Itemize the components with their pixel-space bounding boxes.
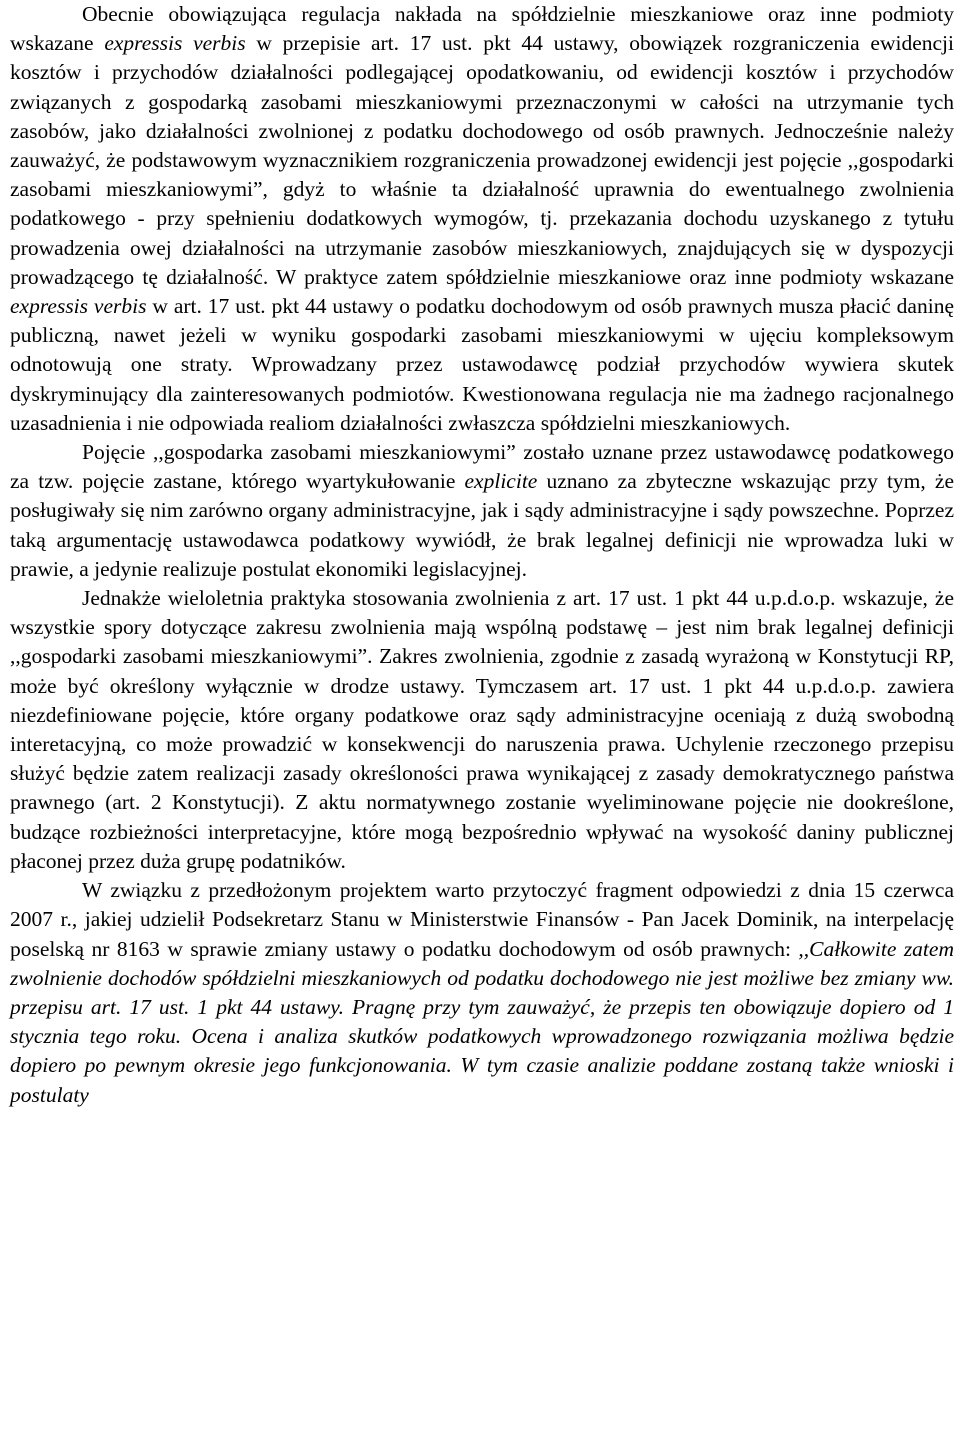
document-body [10, 0, 954, 1110]
paragraph [10, 876, 954, 1110]
paragraph [10, 0, 954, 438]
text-run: w art. 17 ust. pkt 44 ustawy o podatku dochodowym od osób prawnych musza płacić daninę publiczną, nawet jeżeli w wyniku gospodarki zasobami mieszkaniowymi w ujęciu kompleksowym odnotowują one straty. Wprowadzany przez ustawodawcę podział przychodów wywiera skutek dyskryminujący dla zainteresowanych podmiotów. Kwestionowana regulacja nie ma żadnego racjonalnego uzasadnienia i nie odpowiada realiom działalności zwłaszcza spółdzielni mieszkaniowych. [10, 294, 954, 435]
text-run: Pojęcie ,,gospodarka zasobami mieszkaniowymi” zostało uznane przez ustawodawcę podatkowego za tzw. pojęcie zastane, którego wyartykułowanie [10, 440, 954, 494]
italic-text-run: expressis verbis [10, 294, 147, 319]
paragraph [10, 438, 954, 584]
text-run: w przepisie art. 17 ust. pkt 44 ustawy, obowiązek rozgraniczenia ewidencji kosztów i przychodów działalności podlegającej opodatkowaniu, od ewidencji kosztów i przychodów związanych z gospodarką zasobami mieszkaniowymi przeznaczonymi w całości na utrzymanie tych zasobów, jako działalności zwolnionej z podatku dochodowego od osób prawnych. Jednocześnie należy zauważyć, że podstawowym wyznacznikiem rozgraniczenia prowadzonej ewidencji jest pojęcie ,,gospodarki zasobami mieszkaniowymi”, gdyż to właśnie ta działalność uprawnia do ewentualnego zwolnienia podatkowego - przy spełnieniu dodatkowych wymogów, tj. przekazania dochodu uzyskanego z tytułu prowadzenia owej działalności na utrzymanie zasobów mieszkaniowych, znajdujących się w dyspozycji prowadzącego tę działalność. W praktyce zatem spółdzielnie mieszkaniowe oraz inne podmioty wskazane [10, 31, 954, 289]
italic-text-run: ,,Całkowite zatem zwolnienie dochodów spółdzielni mieszkaniowych od podatku dochodowego nie jest możliwe bez zmiany ww. przepisu art. 17 ust. 1 pkt 44 ustawy. Pragnę przy tym zauważyć, że przepis ten obowiązuje dopiero od 1 stycznia tego roku. Ocena i analiza skutków podatkowych wprowadzonego rozwiązania możliwa będzie dopiero po pewnym okresie jego funkcjonowania. W tym czasie analizie poddane zostaną także wnioski i postulaty [10, 936, 954, 1107]
paragraph [10, 584, 954, 876]
text-run: Obecnie obowiązująca regulacja nakłada na spółdzielnie mieszkaniowe oraz inne podmioty wskazane [10, 2, 954, 56]
text-run: Jednakże wieloletnia praktyka stosowania zwolnienia z art. 17 ust. 1 pkt 44 u.p.d.o.p. wskazuje, że wszystkie spory dotyczące zakresu zwolnienia mają wspólną podstawę – jest nim brak legalnej definicji ,,gospodarki zasobami mieszkaniowymi”. Zakres zwolnienia, zgodnie z zasadą wyrażoną w Konstytucji RP, może być określony wyłącznie w drodze ustawy. Tymczasem art. 17 ust. 1 pkt 44 u.p.d.o.p. zawiera niezdefiniowane pojęcie, które organy podatkowe oraz sądy administracyjne oceniają z dużą swobodną interetacyjną, co może prowadzić w konsekwencji do naruszenia prawa. Uchylenie rzeczonego przepisu służyć będzie zatem realizacji zasady określoności prawa wynikającej z zasady demokratycznego państwa prawnego (art. 2 Konstytucji). Z aktu normatywnego zostanie wyeliminowane pojęcie nie dookreślone, budzące rozbieżności interpretacyjne, które mogą bezpośrednio wpływać na wysokość daniny publicznej płaconej przez duża grupę podatników. [10, 586, 954, 873]
text-run: W związku z przedłożonym projektem warto przytoczyć fragment odpowiedzi z dnia 15 czerwca 2007 r., jakiej udzielił Podsekretarz Stanu w Ministerstwie Finansów - Pan Jacek Dominik, na interpelację poselską nr 8163 w sprawie zmiany ustawy o podatku dochodowym od osób prawnych: [10, 878, 954, 961]
text-run: uznano za zbyteczne wskazując przy tym, że posługiwały się nim zarówno organy administracyjne, jak i sądy administracyjne i sądy powszechne. Poprzez taką argumentację ustawodawca podatkowy wywiódł, że brak legalnej definicji nie wprowadza luki w prawie, a jedynie realizuje postulat ekonomiki legislacyjnej. [10, 469, 954, 581]
italic-text-run: expressis verbis [104, 31, 246, 56]
italic-text-run: explicite [464, 469, 538, 494]
